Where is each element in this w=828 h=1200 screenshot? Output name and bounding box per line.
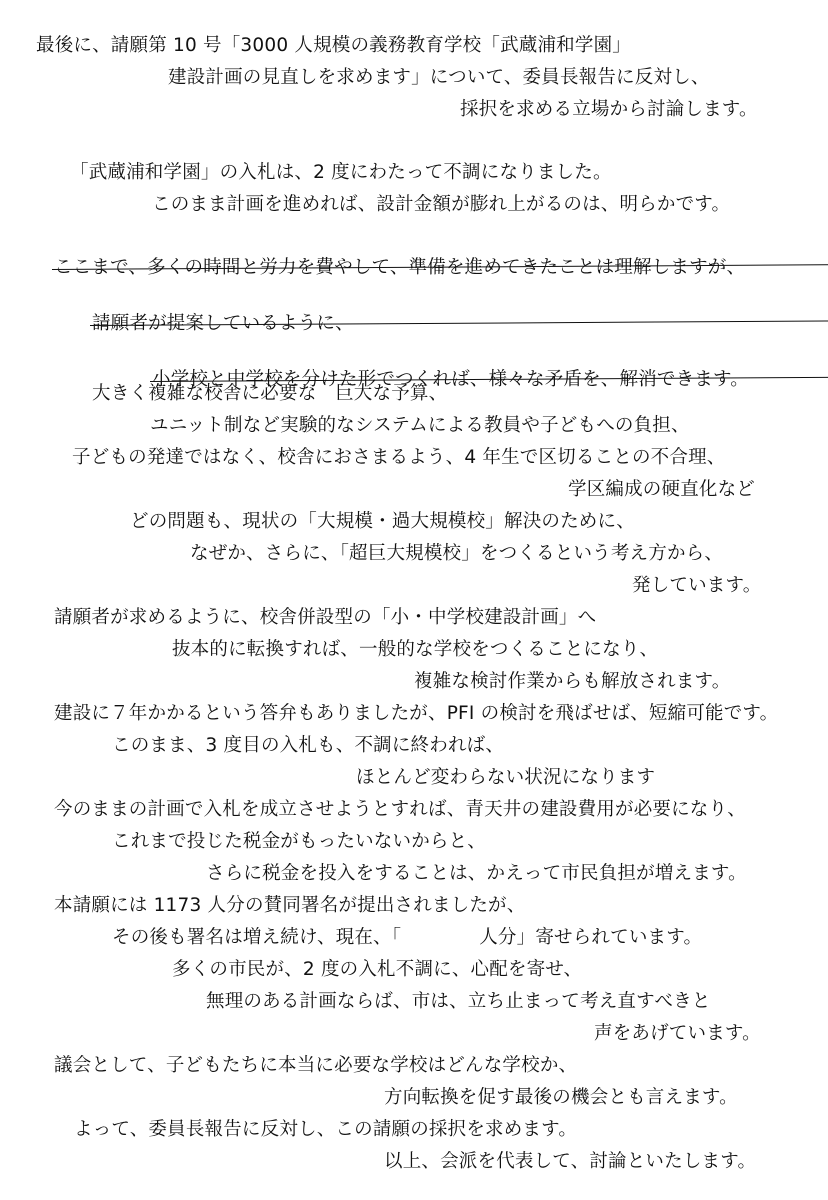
- text-line: これまで投じた税金がもったいないからと、: [112, 831, 487, 852]
- text-line: 議会として、子どもたちに本当に必要な学校はどんな学校か、: [54, 1055, 578, 1076]
- text-line: 発しています。: [632, 575, 762, 596]
- text-line: 最後に、請願第 10 号「3000 人規模の義務教育学校「武蔵浦和学園」: [36, 35, 631, 56]
- text-line: 大きく複雑な校舎に必要な 巨大な予算、: [92, 383, 448, 404]
- text-line: 本請願には 1173 人分の賛同署名が提出されましたが、: [54, 895, 526, 916]
- text-segment: その後も署名は増え続け、現在、「: [112, 927, 402, 948]
- struck-text-line: 小学校と中学校を分けた形でつくれば、様々な矛盾を、解消できます。: [152, 368, 828, 392]
- text-line: 多くの市民が、2 度の入札不調に、心配を寄せ、: [172, 959, 583, 980]
- text-line: 声をあげています。: [594, 1023, 761, 1044]
- text-line: どの問題も、現状の「大規模・過大規模校」解決のために、: [130, 511, 635, 532]
- text-line: 子どもの発達ではなく、校舎におさまるよう、4 年生で区切ることの不合理、: [72, 447, 726, 468]
- struck-text-line: 請願者が提案しているように、: [92, 312, 828, 336]
- text-line: 学区編成の硬直化など: [568, 479, 756, 500]
- text-line: このまま、3 度目の入札も、不調に終われば、: [112, 735, 505, 756]
- text-line: 方向転換を促す最後の機会とも言えます。: [384, 1087, 738, 1108]
- text-line: よって、委員長報告に反対し、この請願の採択を求めます。: [74, 1119, 578, 1140]
- text-line: ユニット制など実験的なシステムによる教員や子どもへの負担、: [150, 415, 690, 436]
- text-line: 「武蔵浦和学園」の入札は、2 度にわたって不調になりました。: [70, 162, 612, 183]
- text-line: 建設計画の見直しを求めます」について、委員長報告に反対し、: [168, 67, 710, 88]
- text-segment: 人分」寄せられています。: [479, 927, 703, 948]
- text-line: 建設に７年かかるという答弁もありましたが、PFI の検討を飛ばせば、短縮可能です。: [54, 703, 779, 724]
- text-line: さらに税金を投入をすることは、かえって市民負担が増えます。: [206, 863, 747, 884]
- text-line-with-blank: [112, 926, 702, 950]
- text-line: 請願者が求めるように、校舎併設型の「小・中学校建設計画」へ: [54, 607, 597, 628]
- text-line: 複雑な検討作業からも解放されます。: [414, 671, 731, 692]
- text-line: 採択を求める立場から討論します。: [460, 99, 758, 120]
- text-line: 無理のある計画ならば、市は、立ち止まって考え直すべきと: [206, 991, 711, 1012]
- text-line: 今のままの計画で入札を成立させようとすれば、青天井の建設費用が必要になり、: [54, 799, 746, 820]
- struck-text-line: ここまで、多くの時間と労力を費やして、準備を進めてきたことは理解しますが、: [54, 256, 828, 280]
- text-line: ほとんど変わらない状況になります: [356, 767, 656, 788]
- text-line: なぜか、さらに、「超巨大規模校」をつくるという考え方から、: [190, 543, 724, 564]
- text-line: 以上、会派を代表して、討論といたします。: [384, 1151, 757, 1172]
- text-line: 抜本的に転換すれば、一般的な学校をつくることになり、: [172, 639, 659, 660]
- text-line: このまま計画を進めれば、設計金額が膨れ上がるのは、明らかです。: [152, 194, 731, 215]
